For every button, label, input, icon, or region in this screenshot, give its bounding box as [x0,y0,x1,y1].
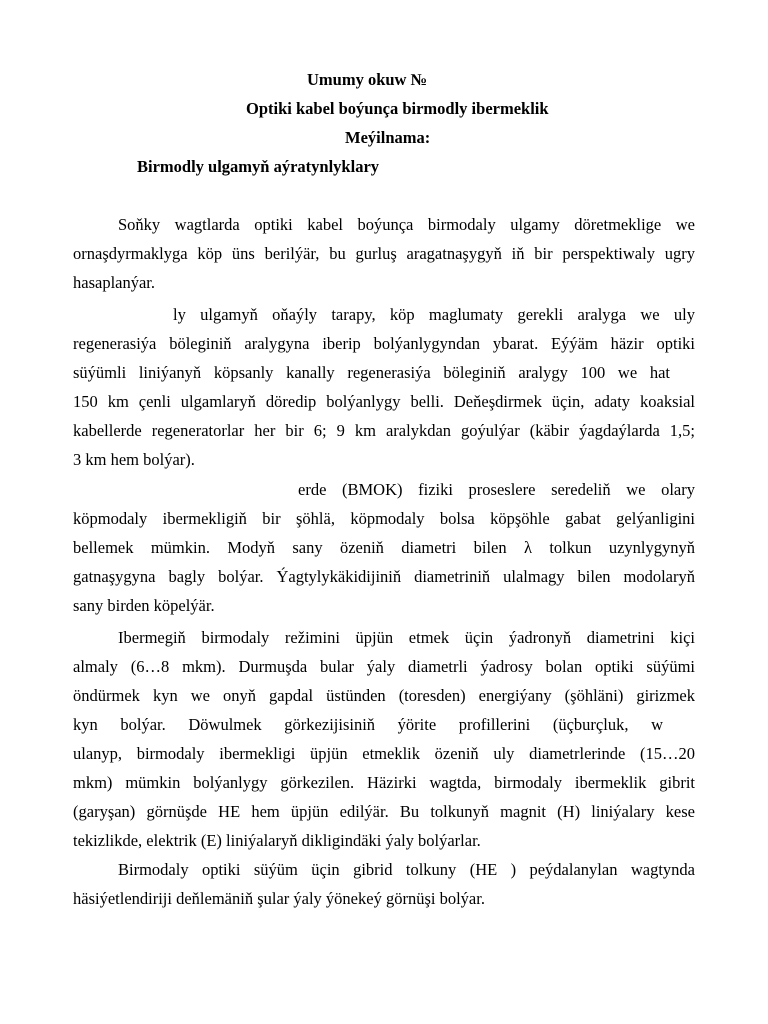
text-line: bellemek mümkin. Modyň sany özeniň diametri bilen λ tolkun uzynlygynyň [73,538,695,557]
text-line: kyn bolýar. Döwulmek görkezijisiniň ýörite profillerini (üçburçluk, w [73,715,663,734]
text-line: 150 km çenli ulgamlaryň döredip bolýanlygy belli. Deňeşdirmek üçin, adaty koaksial [73,392,695,411]
text-line: Soňky wagtlarda optiki kabel boýunça birmodaly ulgamy döretmeklige we [118,215,695,234]
text-line: 3 km hem bolýar). [73,450,195,469]
text-line: Ibermegiň birmodaly režimini üpjün etmek üçin ýadronyň diametrini kiçi [118,628,695,647]
text-line: Birmodaly optiki süýüm üçin gibrid tolkuny (HE ) peýdalanylan wagtynda [118,860,695,879]
text-line: mkm) mümkin bolýanlygy görkezilen. Häzirki wagtda, birmodaly ibermeklik gibrit [73,773,695,792]
text-line: almaly (6…8 mkm). Durmuşda bular ýaly diametrli ýadrosy bolan optiki süýümi [73,657,695,676]
text-line: öndürmek kyn we onyň gapdal üstünden (toresden) energiýany (şöhläni) girizmek [73,686,695,705]
lecture-number-heading: Umumy okuw № [307,70,428,89]
text-line: süýümli liniýanyň köpsanly kanally regenerasiýa böleginiň aralygy 100 we hat [73,363,670,382]
text-line: kabellerde regeneratorlar her bir 6; 9 km aralykdan goýulýar (käbir ýagdaýlarda 1,5; [73,421,695,440]
text-line: häsiýetlendiriji deňlemäniň şular ýaly ýönekeý görnüşi bolýar. [73,889,485,908]
text-line: gatnaşygyna bagly bolýar. Ýagtylykäkidijiniň diametriniň ulalmagy bilen modolaryň [73,567,695,586]
lecture-title-heading: Optiki kabel boýunça birmodly ibermeklik [246,99,549,118]
text-line: regenerasiýa böleginiň aralygyna iberip bolýanlygyndan ybarat. Eýýäm häzir optiki [73,334,695,353]
text-line: hasaplanýar. [73,273,156,292]
text-line: ly ulgamyň oňaýly tarapy, köp maglumaty gerekli aralyga we uly [173,305,695,324]
text-line: sany birden köpelýär. [73,596,215,615]
section-heading: Birmodly ulgamyň aýratynlyklary [137,157,380,176]
text-line: erde (BMOK) fiziki proseslere seredeliň we olary [298,480,695,499]
text-line: köpmodaly ibermekligiň bir şöhlä, köpmodaly bolsa köpşöhle gabat gelýanligini [73,509,695,528]
plan-heading: Meýilnama: [345,128,431,147]
text-line: ulanyp, birmodaly ibermekligi üpjün etmeklik özeniň uly diametrlerinde (15…20 [73,744,695,763]
text-line: (garyşan) görnüşde HE hem üpjün edilýär. Bu tolkunyň magnit (H) liniýalary kese [73,802,695,821]
text-line: ornaşdyrmaklyga köp üns berilýär, bu gurluş aragatnaşygyň iň bir perspektiwaly ugry [73,244,695,263]
text-line: tekizlikde, elektrik (E) liniýalaryň dikligindäki ýaly bolýarlar. [73,831,481,850]
